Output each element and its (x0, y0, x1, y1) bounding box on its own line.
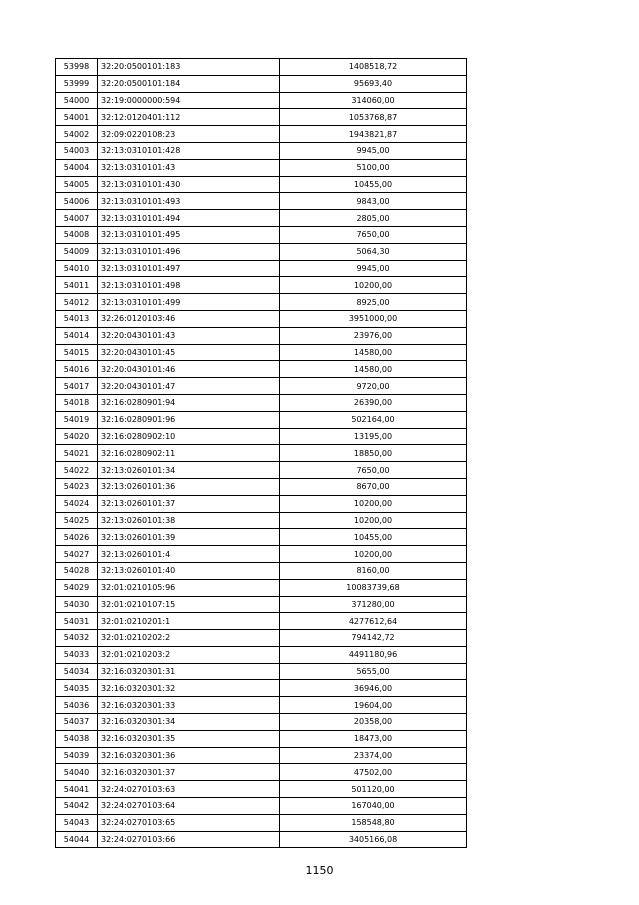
cadastral-number-cell: 32:13:0310101:430 (98, 176, 280, 193)
cadastral-number-cell: 32:16:0320301:35 (98, 730, 280, 747)
amount-cell: 47502,00 (280, 764, 467, 781)
table-row (56, 176, 467, 193)
amount-cell: 18473,00 (280, 730, 467, 747)
table-row (56, 210, 467, 227)
cadastral-number-cell: 32:01:0210105:96 (98, 579, 280, 596)
amount-cell: 13195,00 (280, 428, 467, 445)
amount-cell: 10200,00 (280, 512, 467, 529)
cadastral-number-cell: 32:16:0280901:96 (98, 411, 280, 428)
row-number-cell: 54006 (56, 193, 98, 210)
table-row (56, 260, 467, 277)
cadastral-number-cell: 32:24:0270103:65 (98, 814, 280, 831)
cadastral-number-cell: 32:24:0270103:66 (98, 831, 280, 848)
cadastral-number-cell: 32:13:0310101:496 (98, 243, 280, 260)
amount-cell: 371280,00 (280, 596, 467, 613)
row-number-cell: 54028 (56, 562, 98, 579)
table-row (56, 394, 467, 411)
amount-cell: 10200,00 (280, 277, 467, 294)
records-table (55, 58, 467, 848)
row-number-cell: 54037 (56, 714, 98, 731)
amount-cell: 2805,00 (280, 210, 467, 227)
row-number-cell: 54038 (56, 730, 98, 747)
row-number-cell: 54020 (56, 428, 98, 445)
table-row (56, 747, 467, 764)
cadastral-number-cell: 32:16:0320301:32 (98, 680, 280, 697)
cadastral-number-cell: 32:16:0280901:94 (98, 394, 280, 411)
table-row (56, 243, 467, 260)
cadastral-number-cell: 32:16:0280902:11 (98, 445, 280, 462)
row-number-cell: 54004 (56, 159, 98, 176)
table-row (56, 764, 467, 781)
table-row (56, 193, 467, 210)
cadastral-number-cell: 32:20:0430101:46 (98, 361, 280, 378)
cadastral-number-cell: 32:16:0320301:37 (98, 764, 280, 781)
row-number-cell: 53999 (56, 75, 98, 92)
row-number-cell: 54017 (56, 378, 98, 395)
row-number-cell: 54015 (56, 344, 98, 361)
amount-cell: 9843,00 (280, 193, 467, 210)
amount-cell: 9945,00 (280, 260, 467, 277)
records-table-body (56, 59, 467, 848)
table-row (56, 428, 467, 445)
table-row (56, 294, 467, 311)
table-row (56, 663, 467, 680)
amount-cell: 4277612,64 (280, 613, 467, 630)
table-row (56, 512, 467, 529)
row-number-cell: 54030 (56, 596, 98, 613)
cadastral-number-cell: 32:16:0320301:36 (98, 747, 280, 764)
row-number-cell: 54005 (56, 176, 98, 193)
cadastral-number-cell: 32:01:0210107:15 (98, 596, 280, 613)
amount-cell: 1053768,87 (280, 109, 467, 126)
amount-cell: 158548,80 (280, 814, 467, 831)
cadastral-number-cell: 32:01:0210203:2 (98, 646, 280, 663)
table-row (56, 781, 467, 798)
amount-cell: 14580,00 (280, 344, 467, 361)
row-number-cell: 54035 (56, 680, 98, 697)
cadastral-number-cell: 32:01:0210202:2 (98, 630, 280, 647)
table-row (56, 92, 467, 109)
cadastral-number-cell: 32:20:0500101:184 (98, 75, 280, 92)
table-row (56, 680, 467, 697)
table-row (56, 478, 467, 495)
cadastral-number-cell: 32:13:0260101:34 (98, 462, 280, 479)
amount-cell: 794142,72 (280, 630, 467, 647)
table-row (56, 630, 467, 647)
amount-cell: 4491180,96 (280, 646, 467, 663)
amount-cell: 8925,00 (280, 294, 467, 311)
cadastral-number-cell: 32:24:0270103:63 (98, 781, 280, 798)
cadastral-number-cell: 32:13:0310101:493 (98, 193, 280, 210)
table-row (56, 361, 467, 378)
row-number-cell: 54032 (56, 630, 98, 647)
cadastral-number-cell: 32:13:0310101:495 (98, 226, 280, 243)
cadastral-number-cell: 32:13:0260101:37 (98, 495, 280, 512)
page-number: 1150 (305, 864, 334, 877)
row-number-cell: 54031 (56, 613, 98, 630)
table-row (56, 226, 467, 243)
amount-cell: 314060,00 (280, 92, 467, 109)
amount-cell: 10200,00 (280, 546, 467, 563)
amount-cell: 95693,40 (280, 75, 467, 92)
cadastral-number-cell: 32:24:0270103:64 (98, 798, 280, 815)
table-row (56, 546, 467, 563)
cadastral-number-cell: 32:13:0260101:4 (98, 546, 280, 563)
row-number-cell: 54024 (56, 495, 98, 512)
row-number-cell: 54034 (56, 663, 98, 680)
table-row (56, 378, 467, 395)
cadastral-number-cell: 32:20:0500101:183 (98, 59, 280, 76)
cadastral-number-cell: 32:16:0320301:33 (98, 697, 280, 714)
cadastral-number-cell: 32:16:0320301:31 (98, 663, 280, 680)
table-row (56, 411, 467, 428)
table-row (56, 126, 467, 143)
table-row (56, 142, 467, 159)
amount-cell: 5064,30 (280, 243, 467, 260)
row-number-cell: 54001 (56, 109, 98, 126)
amount-cell: 7650,00 (280, 226, 467, 243)
table-row (56, 798, 467, 815)
amount-cell: 502164,00 (280, 411, 467, 428)
cadastral-number-cell: 32:13:0310101:494 (98, 210, 280, 227)
row-number-cell: 54021 (56, 445, 98, 462)
amount-cell: 26390,00 (280, 394, 467, 411)
cadastral-number-cell: 32:16:0320301:34 (98, 714, 280, 731)
amount-cell: 14580,00 (280, 361, 467, 378)
table-row (56, 310, 467, 327)
table-row (56, 159, 467, 176)
row-number-cell: 54026 (56, 529, 98, 546)
table-row (56, 714, 467, 731)
row-number-cell: 54010 (56, 260, 98, 277)
table-row (56, 344, 467, 361)
cadastral-number-cell: 32:19:0000000:594 (98, 92, 280, 109)
row-number-cell: 54039 (56, 747, 98, 764)
amount-cell: 501120,00 (280, 781, 467, 798)
amount-cell: 1943821,87 (280, 126, 467, 143)
amount-cell: 36946,00 (280, 680, 467, 697)
amount-cell: 8670,00 (280, 478, 467, 495)
table-row (56, 109, 467, 126)
cadastral-number-cell: 32:13:0260101:39 (98, 529, 280, 546)
row-number-cell: 54007 (56, 210, 98, 227)
row-number-cell: 54022 (56, 462, 98, 479)
table-row (56, 75, 467, 92)
amount-cell: 23976,00 (280, 327, 467, 344)
cadastral-number-cell: 32:20:0430101:47 (98, 378, 280, 395)
row-number-cell: 54043 (56, 814, 98, 831)
amount-cell: 9720,00 (280, 378, 467, 395)
table-row (56, 697, 467, 714)
row-number-cell: 54025 (56, 512, 98, 529)
cadastral-number-cell: 32:13:0260101:40 (98, 562, 280, 579)
cadastral-number-cell: 32:13:0310101:499 (98, 294, 280, 311)
amount-cell: 3405166,08 (280, 831, 467, 848)
cadastral-number-cell: 32:20:0430101:45 (98, 344, 280, 361)
cadastral-number-cell: 32:26:0120103:46 (98, 310, 280, 327)
table-row (56, 59, 467, 76)
table-row (56, 445, 467, 462)
table-row (56, 814, 467, 831)
row-number-cell: 54040 (56, 764, 98, 781)
row-number-cell: 54011 (56, 277, 98, 294)
table-row (56, 831, 467, 848)
amount-cell: 1408518,72 (280, 59, 467, 76)
table-row (56, 495, 467, 512)
amount-cell: 5100,00 (280, 159, 467, 176)
row-number-cell: 54000 (56, 92, 98, 109)
row-number-cell: 54019 (56, 411, 98, 428)
row-number-cell: 54027 (56, 546, 98, 563)
row-number-cell: 54003 (56, 142, 98, 159)
row-number-cell: 54023 (56, 478, 98, 495)
cadastral-number-cell: 32:20:0430101:43 (98, 327, 280, 344)
row-number-cell: 54036 (56, 697, 98, 714)
table-row (56, 462, 467, 479)
row-number-cell: 54029 (56, 579, 98, 596)
row-number-cell: 54002 (56, 126, 98, 143)
cadastral-number-cell: 32:13:0310101:43 (98, 159, 280, 176)
amount-cell: 8160,00 (280, 562, 467, 579)
amount-cell: 10083739,68 (280, 579, 467, 596)
cadastral-number-cell: 32:12:0120401:112 (98, 109, 280, 126)
cadastral-number-cell: 32:13:0310101:428 (98, 142, 280, 159)
amount-cell: 9945,00 (280, 142, 467, 159)
amount-cell: 5655,00 (280, 663, 467, 680)
amount-cell: 18850,00 (280, 445, 467, 462)
amount-cell: 20358,00 (280, 714, 467, 731)
row-number-cell: 54016 (56, 361, 98, 378)
table-row (56, 277, 467, 294)
row-number-cell: 54008 (56, 226, 98, 243)
row-number-cell: 54018 (56, 394, 98, 411)
amount-cell: 23374,00 (280, 747, 467, 764)
row-number-cell: 53998 (56, 59, 98, 76)
table-row (56, 579, 467, 596)
table-row (56, 730, 467, 747)
amount-cell: 3951000,00 (280, 310, 467, 327)
table-row (56, 596, 467, 613)
amount-cell: 10200,00 (280, 495, 467, 512)
row-number-cell: 54012 (56, 294, 98, 311)
cadastral-number-cell: 32:09:0220108:23 (98, 126, 280, 143)
cadastral-number-cell: 32:13:0260101:38 (98, 512, 280, 529)
amount-cell: 10455,00 (280, 176, 467, 193)
cadastral-number-cell: 32:16:0280902:10 (98, 428, 280, 445)
cadastral-number-cell: 32:13:0310101:498 (98, 277, 280, 294)
cadastral-number-cell: 32:01:0210201:1 (98, 613, 280, 630)
row-number-cell: 54044 (56, 831, 98, 848)
row-number-cell: 54014 (56, 327, 98, 344)
amount-cell: 19604,00 (280, 697, 467, 714)
row-number-cell: 54033 (56, 646, 98, 663)
table-row (56, 613, 467, 630)
cadastral-number-cell: 32:13:0260101:36 (98, 478, 280, 495)
table-row (56, 529, 467, 546)
table-row (56, 327, 467, 344)
amount-cell: 7650,00 (280, 462, 467, 479)
row-number-cell: 54042 (56, 798, 98, 815)
amount-cell: 167040,00 (280, 798, 467, 815)
cadastral-number-cell: 32:13:0310101:497 (98, 260, 280, 277)
table-row (56, 646, 467, 663)
row-number-cell: 54041 (56, 781, 98, 798)
row-number-cell: 54013 (56, 310, 98, 327)
amount-cell: 10455,00 (280, 529, 467, 546)
row-number-cell: 54009 (56, 243, 98, 260)
table-row (56, 562, 467, 579)
